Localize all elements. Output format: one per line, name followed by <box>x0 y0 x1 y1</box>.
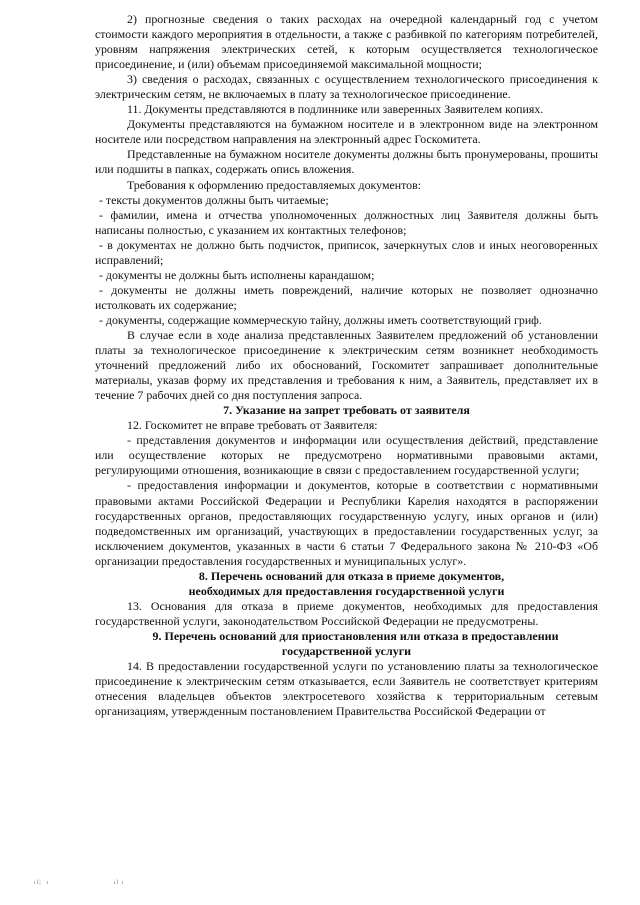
scan-marks <box>34 880 186 886</box>
section-8-heading-line-1: 8. Перечень оснований для отказа в приеме документов, <box>198 568 505 583</box>
list-item-readable: - тексты документов должны быть читаемые; <box>99 192 329 207</box>
paragraph-forecast-expenses: 2) прогнозные сведения о таких расходах на очередной календарный год с учетом стоимости каждого мероприятия в отдельности, а также с разбивкой по категориям потребителей, уровням напряжения электрических сетей, к которым осуществляется технологическое присоединение, и (или) объемам присоединяемой максимальной мощности; <box>95 12 598 72</box>
list-item-trade-secret: - документы, содержащие коммерческую тайну, должны иметь соответствующий гриф. <box>99 312 542 327</box>
paragraph-additional-materials: В случае если в ходе анализа представленных Заявителем предложений об установлении платы за технологическое присоединение к электрическим сетям возникнет необходимость уточнений предложений либо их обоснований, Госкомитет запрашивает дополнительные материалы, указав форму их представления и требования к ним, а Заявитель, представляет их в течение 7 рабочих дней со дня поступления запроса. <box>95 327 598 403</box>
list-item-full-names: - фамилии, имена и отчества уполномоченных должностных лиц Заявителя должны быть написаны полностью, с указанием их контактных телефонов; <box>95 207 598 237</box>
section-8-heading <box>95 569 598 599</box>
section-8-heading-line-2: необходимых для предоставления государственной услуги <box>188 583 505 598</box>
section-9-heading-line-2: государственной услуги <box>281 643 412 658</box>
list-item-information-in-authorities: - предоставления информации и документов, которые в соответствии с нормативными правовыми актами Российской Федерации и Республики Карелия находятся в распоряжении государственных органов, предоставляющих государственную услугу, иных органов и (или) подведомственных им организаций, участвующих в предоставлении государственных услуг, за исключением документов, указанных в части 6 статьи 7 Федерального закона № 210-ФЗ «Об организации предоставления государственных и муниципальных услуг». <box>95 478 598 568</box>
paragraph-formatting-requirements: Требования к оформлению предоставляемых документов: <box>127 177 422 192</box>
section-9-heading <box>95 629 598 659</box>
list-item-no-corrections: - в документах не должно быть подчисток, приписок, зачеркнутых слов и иных неоговоренных исправлений; <box>95 237 598 267</box>
paragraph-12-not-entitled: 12. Госкомитет не вправе требовать от Заявителя: <box>127 418 378 433</box>
scan-mark-right: ıl ı <box>113 880 125 886</box>
list-item-documents-not-required: - представления документов и информации или осуществления действий, представление или осуществление которых не предусмотрено нормативными правовыми актами, регулирующими отношения, возникающие в связи с предоставлением государственной услуги; <box>95 433 598 478</box>
paragraph-14-refusal: 14. В предоставлении государственной услуги по установлению платы за технологическое присоединение к электрическим сетям отказывается, если Заявитель не соответствует критериям отнесения владельцев объектов электросетевого хозяйства к территориальным сетевым организациям, утвержденным постановлением Правительства Российской Федерации от <box>95 659 598 719</box>
section-9-heading-line-1: 9. Перечень оснований для приостановления или отказа в предоставлении <box>152 628 559 643</box>
scan-mark-left: ıl| ı <box>34 880 50 886</box>
section-7-heading: 7. Указание на запрет требовать от заявителя <box>223 403 470 418</box>
document-body <box>95 12 598 719</box>
list-item-no-damage: - документы не должны иметь повреждений, наличие которых не позволяет однозначно истолковать их содержание; <box>95 282 598 312</box>
paragraph-11-originals: 11. Документы представляются в подлиннике или заверенных Заявителем копиях. <box>127 102 544 117</box>
paragraph-numbering: Представленные на бумажном носителе документы должны быть пронумерованы, прошиты или подшиты в папках, содержать опись вложения. <box>95 147 598 177</box>
paragraph-13-refusal-grounds: 13. Основания для отказа в приеме документов, необходимых для предоставления государственной услуги, законодательством Российской Федерации не предусмотрены. <box>95 598 598 628</box>
list-item-no-pencil: - документы не должны быть исполнены карандашом; <box>99 267 375 282</box>
paragraph-expenses-not-included: 3) сведения о расходах, связанных с осуществлением технологического присоединения к электрическим сетям, не включаемых в плату за технологическое присоединение. <box>95 72 598 102</box>
paragraph-paper-and-electronic: Документы представляются на бумажном носителе и в электронном виде на электронном носителе или посредством направления на электронный адрес Госкомитета. <box>95 117 598 147</box>
